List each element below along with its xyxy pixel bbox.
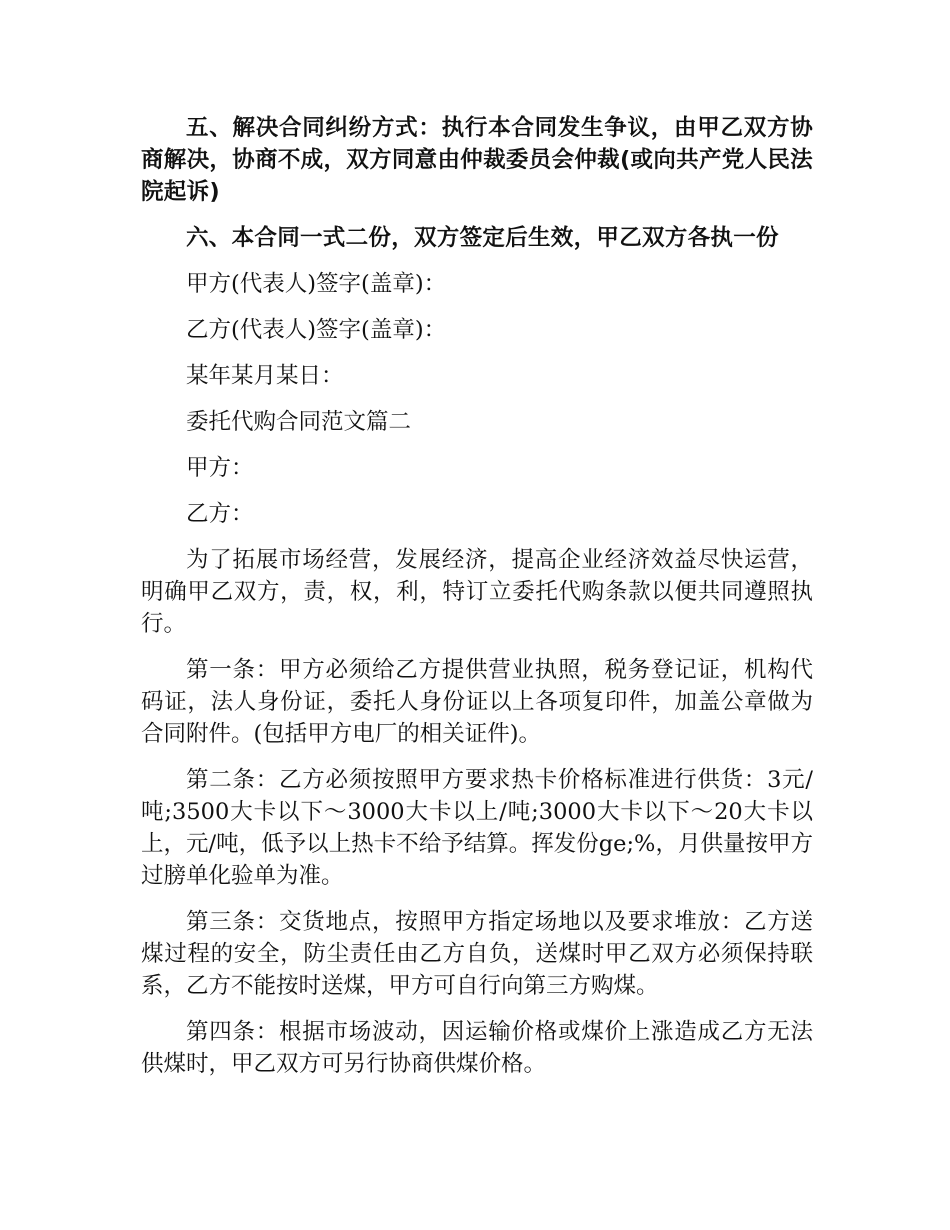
party-b-line: 乙方：	[186, 501, 254, 527]
section-title: 委托代购合同范文篇二	[186, 409, 412, 435]
article-3-paragraph: 第三条：交货地点，按照甲方指定场地以及要求堆放：乙方送煤过程的安全，防尘责任由乙方自负，送煤时甲乙双方必须保持联系，乙方不能按时送煤，甲方可自行向第三方购煤。	[141, 909, 813, 999]
party-a-line: 甲方：	[186, 455, 254, 481]
article-2-paragraph: 第二条：乙方必须按照甲方要求热卡价格标准进行供货：3元/吨;3500大卡以下～3000大卡以上/吨;3000大卡以下～20大卡以上，元/吨，低予以上热卡不给予结算。挥发份ge;%，月供量按甲方过膀单化验单为准。	[141, 767, 813, 889]
party-a-signature-line: 甲方(代表人)签字(盖章)：	[186, 271, 447, 297]
clause-6-paragraph: 六、本合同一式二份，双方签定后生效，甲乙双方各执一份	[186, 225, 779, 251]
clause-5-paragraph: 五、解决合同纠纷方式：执行本合同发生争议，由甲乙双方协商解决，协商不成，双方同意由仲裁委员会仲裁(或向共产党人民法院起诉)	[141, 115, 813, 205]
document-page	[141, 112, 813, 1094]
preamble-paragraph: 为了拓展市场经营，发展经济，提高企业经济效益尽快运营，明确甲乙双方，责，权，利，特订立委托代购条款以便共同遵照执行。	[141, 547, 813, 637]
party-b-signature-line: 乙方(代表人)签字(盖章)：	[186, 317, 447, 343]
article-1-paragraph: 第一条：甲方必须给乙方提供营业执照，税务登记证，机构代码证，法人身份证，委托人身份证以上各项复印件，加盖公章做为合同附件。(包括甲方电厂的相关证件)。	[141, 657, 813, 747]
date-line: 某年某月某日：	[186, 363, 344, 389]
article-4-paragraph: 第四条：根据市场波动，因运输价格或煤价上涨造成乙方无法供煤时，甲乙双方可另行协商供煤价格。	[141, 1019, 813, 1077]
